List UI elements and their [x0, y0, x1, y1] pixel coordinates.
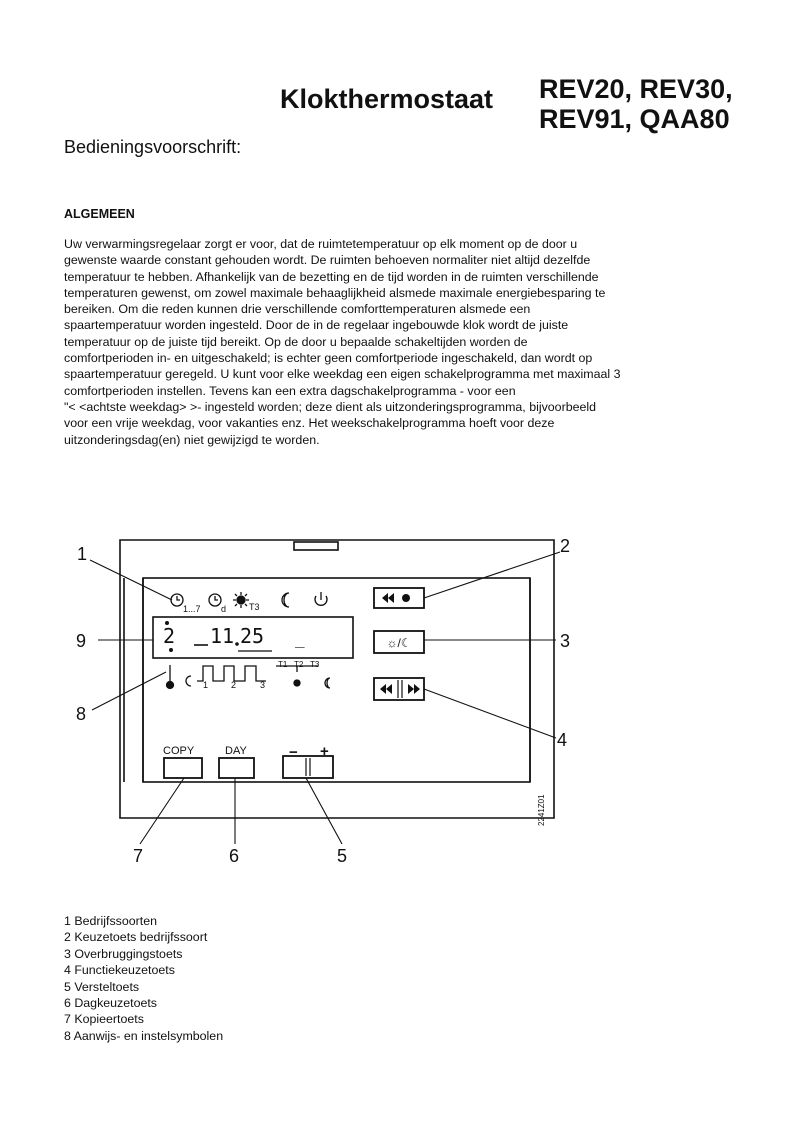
paragraph-line: spaartemperatuur worden ingesteld. Door de in de regelaar ingebouwde klok wordt de juiste	[64, 318, 569, 333]
timeline-p3: 3	[260, 680, 266, 690]
minus-label: −	[289, 744, 298, 761]
paragraph-line: "< <achtste weekdag> >- ingesteld worden; deze dient als uitzonderingsprogramma, bijvoorbeeld	[64, 399, 597, 414]
thermostat-housing	[120, 540, 554, 818]
legend-item: 3 Overbruggingstoets	[64, 946, 183, 961]
callout-6: 6	[229, 846, 240, 866]
paragraph-line: comfortperioden instellen. Tevens kan een extra dagschakelprogramma - voor een	[64, 383, 516, 398]
document-subtitle: Bedieningsvoorschrift:	[64, 137, 242, 157]
paragraph-line: uitzonderingsdag(en) niet gewijzigd te worden.	[64, 432, 320, 447]
paragraph-line: bereiken. Om die reden kunnen drie verschillende comforttemperaturen alsmede een	[64, 302, 531, 317]
model-numbers-line1: REV20, REV30,	[539, 74, 733, 104]
day-button[interactable]	[219, 758, 254, 778]
legend-item: 5 Versteltoets	[64, 979, 140, 994]
legend-item: 1 Bedrijfssoorten	[64, 914, 157, 928]
callout-lines	[90, 552, 560, 844]
override-label: ☼/☾	[386, 636, 412, 650]
callout-5: 5	[337, 846, 348, 866]
timeline-t2: T2	[294, 660, 304, 669]
day-subscript: d	[221, 604, 227, 614]
model-numbers-line2: REV91, QAA80	[539, 104, 730, 134]
paragraph-line: Uw verwarmingsregelaar zorgt er voor, dat de ruimtetemperatuur op elk moment op de door u	[64, 237, 578, 251]
callout-8: 8	[76, 704, 87, 724]
legend-item: 2 Keuzetoets bedrijfssoort	[64, 930, 208, 945]
clock-hands-icon	[177, 596, 180, 600]
section-heading: ALGEMEEN	[64, 207, 135, 221]
plus-label: +	[320, 743, 329, 760]
comfort-periods-graph	[197, 666, 266, 681]
back-arrows-icon	[380, 684, 392, 694]
paragraph-line: spaartemperatuur geregeld. U kunt voor elke weekdag een eigen schakelprogramma met maximaal 3	[64, 367, 621, 382]
lcd-dash: _	[295, 629, 305, 648]
top-latch	[294, 542, 338, 550]
paragraph-line: voor een vrije weekdag, voor vakanties enz. Het weekschakelprogramma hoeft voor deze	[64, 416, 555, 431]
timeline-p2: 2	[231, 680, 237, 690]
lcd-minutes: 25	[240, 624, 265, 648]
lcd-hours: 11	[210, 624, 235, 648]
legend-item: 7 Kopieertoets	[64, 1012, 144, 1027]
week-subscript: 1...7	[183, 604, 201, 614]
callout-2: 2	[560, 536, 571, 556]
callout-9: 9	[76, 631, 87, 651]
paragraph-line: temperatuur op de juiste tijd bereikt. Op de door u bepaalde schakeltijden worden de	[64, 334, 528, 349]
forward-arrows-icon	[408, 684, 420, 694]
timeline-t3: T3	[310, 660, 320, 669]
t3-subscript: T3	[249, 602, 260, 612]
day-label: DAY	[225, 745, 247, 757]
mode-select-button[interactable]	[374, 588, 424, 608]
figure-legend	[64, 913, 223, 1044]
paragraph-line: temperatuur te hebben. Afhankelijk van de bezetting en de tijd worden in de ruimten verschillende	[64, 269, 599, 284]
paragraph-line: comfortperioden in- en uitgeschakeld; is echter geen comfortperiode ingeschakeld, dan wordt op	[64, 351, 593, 366]
lcd-contents	[163, 621, 305, 652]
sun-icon	[237, 596, 245, 604]
document-title: Klokthermostaat	[280, 84, 494, 114]
copy-button[interactable]	[164, 758, 202, 778]
callout-3: 3	[560, 631, 571, 651]
control-panel	[143, 578, 530, 782]
legend-item: 6 Dagkeuzetoets	[64, 996, 157, 1011]
paragraph-line: gewenste waarde constant gehouden wordt. De ruimten behoeven normaliter niet altijd dezelfde	[64, 253, 591, 268]
legend-item: 8 Aanwijs- en instelsymbolen	[64, 1028, 224, 1043]
callout-1: 1	[77, 544, 88, 564]
callout-4: 4	[557, 730, 568, 750]
legend-item: 4 Functiekeuzetoets	[64, 963, 175, 978]
paragraph-line: temperaturen gewenst, om zowel maximale behaaglijkheid alsmede maximale energiebesparing te	[64, 285, 606, 300]
rewind-icon	[382, 593, 394, 603]
lcd-day-digit: 2	[163, 624, 176, 648]
timeline-p1: 1	[203, 680, 209, 690]
figure-code: 2241Z01	[537, 794, 546, 826]
timeline-symbols	[167, 665, 331, 689]
timeline-t1: T1	[278, 660, 288, 669]
timeline-moon-icon	[325, 678, 330, 688]
timeline-sun-icon	[294, 680, 300, 686]
callout-7: 7	[133, 846, 144, 866]
moon-icon	[282, 593, 289, 607]
record-dot-icon	[402, 594, 410, 602]
copy-label: COPY	[163, 745, 195, 757]
